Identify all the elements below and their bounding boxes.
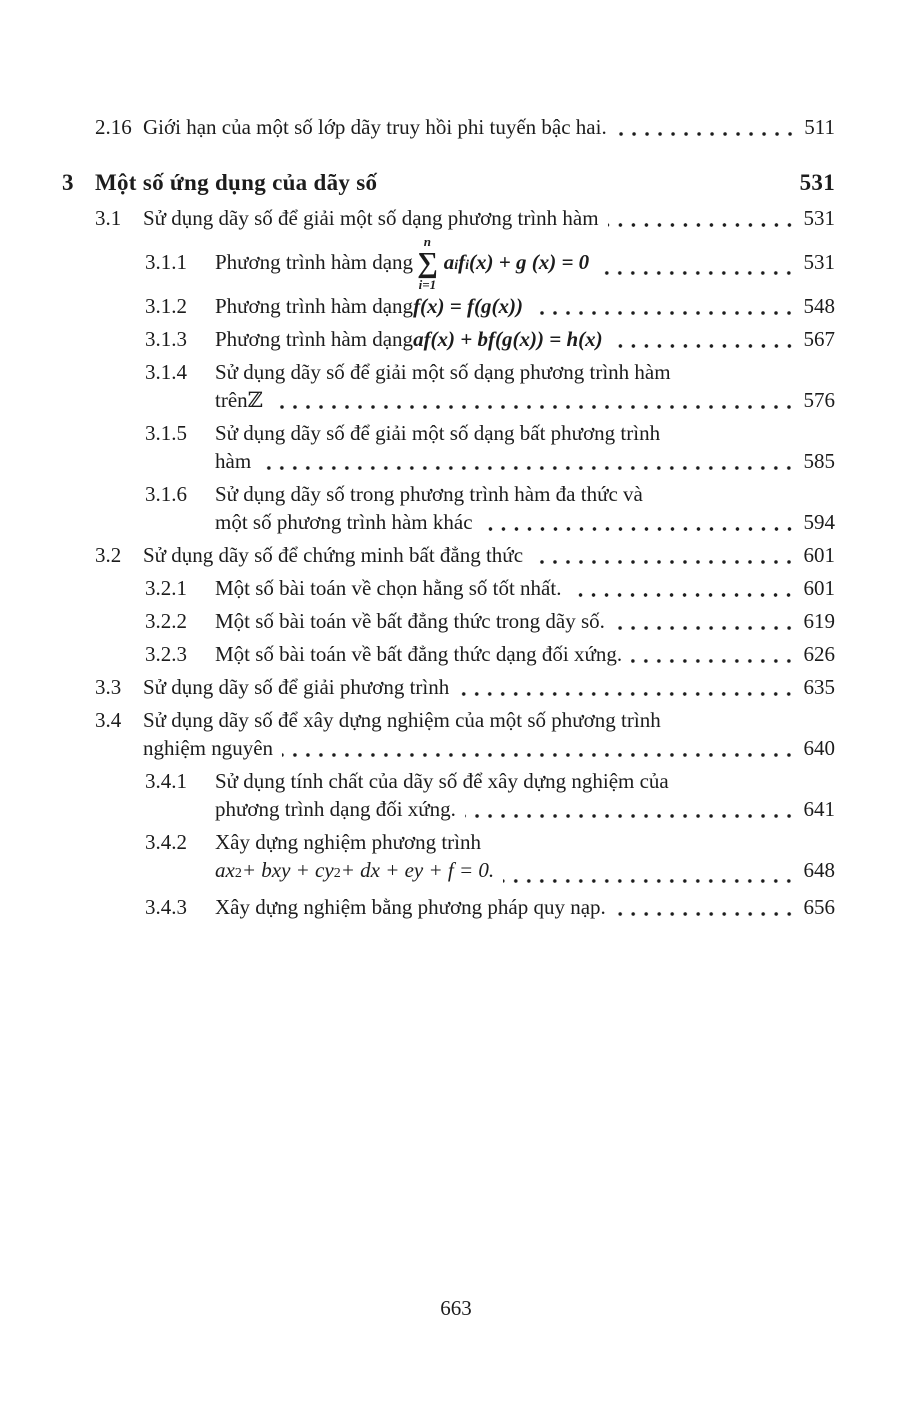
entry-page-number: 601 — [803, 576, 835, 600]
toc-entry-3-1-2 — [62, 292, 835, 320]
entry-page-number: 511 — [804, 115, 835, 139]
toc-entry-3-1-5 — [62, 419, 835, 475]
entry-number: 3.1.6 — [145, 482, 187, 506]
toc-entry-row — [62, 204, 835, 232]
entry-line — [95, 167, 835, 199]
text-run: phương trình dạng đối xứng. — [215, 797, 456, 821]
entry-text — [143, 706, 835, 762]
entry-page-number: 641 — [803, 797, 835, 821]
table-of-contents — [62, 108, 835, 921]
entry-text — [143, 204, 835, 232]
text-run: Một số bài toán về bất đẳng thức dạng đối xứng. — [215, 642, 623, 666]
entry-number: 3.2.1 — [145, 576, 187, 600]
entry-page-number: 635 — [803, 675, 835, 699]
math-text-run: ax — [215, 858, 235, 882]
entry-line — [215, 386, 835, 414]
text-run: Xây dựng nghiệm bằng phương pháp quy nạp. — [215, 895, 606, 919]
dot-leader — [272, 386, 796, 414]
entry-line — [215, 325, 835, 353]
entry-number: 3.1.4 — [145, 360, 187, 384]
entry-number: 3.2 — [95, 543, 122, 567]
toc-entry-3-1-1 — [62, 234, 835, 292]
toc-entry-row — [62, 292, 835, 320]
dot-leader — [631, 640, 795, 668]
entry-text — [215, 292, 835, 320]
toc-entry-3-2-3 — [62, 640, 835, 668]
toc-entry-row — [62, 113, 835, 141]
dot-leader — [532, 292, 796, 320]
text-run: Sử dụng tính chất của dãy số để xây dựng nghiệm của — [215, 769, 669, 793]
toc-entry-3-4 — [62, 706, 835, 762]
entry-page-number: 648 — [803, 858, 835, 882]
sum-lower-limit: i=1 — [418, 277, 437, 292]
entry-text — [215, 607, 835, 635]
entry-line — [143, 204, 835, 232]
sum-upper-limit: n — [423, 234, 432, 249]
math-text-run: f — [458, 250, 466, 274]
entry-page-number: 601 — [803, 543, 835, 567]
text-run: trên — [215, 388, 248, 412]
text-run: một số phương trình hàm khác — [215, 510, 473, 534]
text-run: nghiệm nguyên — [143, 736, 274, 760]
entry-text — [215, 828, 835, 888]
toc-entry-3-1 — [62, 204, 835, 232]
dot-leader — [598, 248, 795, 280]
math-text-run: i — [454, 258, 459, 273]
dot-leader — [608, 204, 796, 232]
toc-entry-row — [62, 167, 835, 199]
text-run: Xây dựng nghiệm phương trình — [215, 830, 482, 854]
dot-leader — [616, 113, 797, 141]
toc-entry-row — [62, 480, 835, 536]
entry-number: 3.4.2 — [145, 830, 187, 854]
text-run: Phương trình hàm dạng — [215, 294, 414, 318]
entry-page-number: 531 — [803, 206, 835, 230]
math-text-run: ℤ — [247, 388, 263, 412]
toc-entry-row — [62, 607, 835, 635]
toc-entry-3-4-2 — [62, 828, 835, 888]
dot-leader — [260, 447, 795, 475]
entry-line — [215, 640, 835, 668]
toc-entry-3-1-6 — [62, 480, 835, 536]
entry-line — [215, 447, 835, 475]
text-run: Sử dụng dãy số trong phương trình hàm đa thức và — [215, 482, 643, 506]
entry-line — [215, 893, 835, 921]
entry-line — [143, 113, 835, 141]
entry-line — [215, 419, 835, 447]
text-run: Sử dụng dãy số để giải phương trình — [143, 675, 450, 699]
entry-line — [215, 234, 835, 292]
dot-leader — [503, 856, 795, 888]
sigma-glyph: ∑ — [417, 247, 438, 279]
entry-page-number: 585 — [803, 449, 835, 473]
entry-text — [143, 541, 835, 569]
entry-line — [215, 292, 835, 320]
dot-leader — [570, 574, 795, 602]
toc-entry-row — [62, 419, 835, 475]
text-run: hàm — [215, 449, 252, 473]
entry-line — [215, 856, 835, 888]
entry-number: 3.1.3 — [145, 327, 187, 351]
toc-entry-row — [62, 767, 835, 823]
toc-entry-row — [62, 325, 835, 353]
toc-entry-row — [62, 640, 835, 668]
math-text-run: a — [443, 250, 455, 274]
toc-entry-3-1-3 — [62, 325, 835, 353]
entry-number: 3.4.3 — [145, 895, 187, 919]
dot-leader — [482, 508, 796, 536]
text-run: Sử dụng dãy số để giải một số dạng bất phương trình — [215, 421, 661, 445]
dot-leader — [614, 607, 796, 635]
entry-line — [143, 734, 835, 762]
entry-line — [143, 706, 835, 734]
entry-text — [95, 167, 835, 199]
entry-text — [215, 358, 835, 414]
toc-entry-2-16 — [62, 113, 835, 141]
entry-number: 3.1.2 — [145, 294, 187, 318]
entry-page-number: 531 — [799, 170, 835, 195]
entry-line — [215, 508, 835, 536]
entry-text — [215, 234, 835, 292]
toc-entry-3-4-3 — [62, 893, 835, 921]
entry-number: 3.1 — [95, 206, 122, 230]
toc-entry-row — [62, 828, 835, 888]
entry-page-number: 594 — [803, 510, 835, 534]
summation-symbol — [417, 234, 438, 292]
entry-line — [215, 795, 835, 823]
toc-entry-3-4-1 — [62, 767, 835, 823]
entry-text — [215, 325, 835, 353]
entry-text — [215, 419, 835, 475]
entry-text — [143, 673, 835, 701]
entry-number: 2.16 — [95, 115, 132, 139]
math-text-run: i — [465, 258, 470, 273]
toc-entry-3-2-2 — [62, 607, 835, 635]
math-text-run: (x) + g (x) = 0 — [469, 250, 590, 274]
toc-entry-3-2 — [62, 541, 835, 569]
entry-page-number: 576 — [803, 388, 835, 412]
math-text-run: + dx + ey + f = 0. — [340, 858, 495, 882]
text-run: Sử dụng dãy số để chứng minh bất đẳng thức — [143, 543, 524, 567]
dot-leader — [282, 734, 795, 762]
entry-line — [143, 541, 835, 569]
entry-text — [215, 574, 835, 602]
text-run: Phương trình hàm dạng — [215, 250, 414, 274]
text-run: Sử dụng dãy số để giải một số dạng phương trình hàm — [143, 206, 599, 230]
entry-page-number: 567 — [803, 327, 835, 351]
entry-text — [143, 113, 835, 141]
entry-number: 3.1.1 — [145, 250, 187, 274]
toc-entry-row — [62, 541, 835, 569]
page-number-footer: 663 — [440, 1296, 472, 1320]
entry-page-number: 656 — [803, 895, 835, 919]
entry-number: 3.4 — [95, 708, 122, 732]
entry-line — [215, 607, 835, 635]
text-run: Một số ứng dụng của dãy số — [95, 170, 378, 195]
dot-leader — [465, 795, 796, 823]
toc-entry-3 — [62, 167, 835, 199]
toc-entry-3-3 — [62, 673, 835, 701]
math-text-run: af(x) + bf(g(x)) = h(x) — [413, 327, 603, 351]
entry-text — [215, 767, 835, 823]
entry-number: 3.1.5 — [145, 421, 187, 445]
entry-text — [215, 480, 835, 536]
entry-page-number: 548 — [803, 294, 835, 318]
text-run: Một số bài toán về chọn hằng số tốt nhất. — [215, 576, 562, 600]
entry-line — [215, 358, 835, 386]
math-text-run: + bxy + cy — [241, 858, 334, 882]
toc-entry-row — [62, 673, 835, 701]
toc-entry-row — [62, 574, 835, 602]
toc-entry-row — [62, 358, 835, 414]
entry-line — [215, 828, 835, 856]
toc-entry-row — [62, 893, 835, 921]
toc-entry-row — [62, 234, 835, 292]
entry-line — [215, 767, 835, 795]
entry-page-number: 619 — [803, 609, 835, 633]
math-text-run: 2 — [333, 866, 341, 881]
text-run: Sử dụng dãy số để xây dựng nghiệm của một số phương trình — [143, 708, 661, 732]
entry-page-number: 640 — [803, 736, 835, 760]
math-text-run: f(x) = f(g(x)) — [413, 294, 523, 318]
dot-leader — [612, 325, 796, 353]
entry-number: 3.2.3 — [145, 642, 187, 666]
toc-entry-3-1-4 — [62, 358, 835, 414]
entry-line — [143, 673, 835, 701]
dot-leader — [532, 541, 795, 569]
text-run: Sử dụng dãy số để giải một số dạng phương trình hàm — [215, 360, 671, 384]
entry-text — [215, 640, 835, 668]
entry-number: 3.4.1 — [145, 769, 187, 793]
entry-page-number: 626 — [803, 642, 835, 666]
entry-number: 3 — [62, 170, 74, 195]
toc-entry-row — [62, 706, 835, 762]
math-text-run: 2 — [234, 866, 242, 881]
text-run: Một số bài toán về bất đẳng thức trong dãy số. — [215, 609, 605, 633]
entry-page-number: 531 — [803, 250, 835, 274]
dot-leader — [458, 673, 795, 701]
entry-text — [215, 893, 835, 921]
entry-line — [215, 480, 835, 508]
toc-entry-3-2-1 — [62, 574, 835, 602]
text-run: Giới hạn của một số lớp dãy truy hồi phi tuyến bậc hai. — [143, 115, 607, 139]
dot-leader — [615, 893, 796, 921]
entry-number: 3.3 — [95, 675, 122, 699]
text-run: Phương trình hàm dạng — [215, 327, 414, 351]
entry-line — [215, 574, 835, 602]
entry-number: 3.2.2 — [145, 609, 187, 633]
